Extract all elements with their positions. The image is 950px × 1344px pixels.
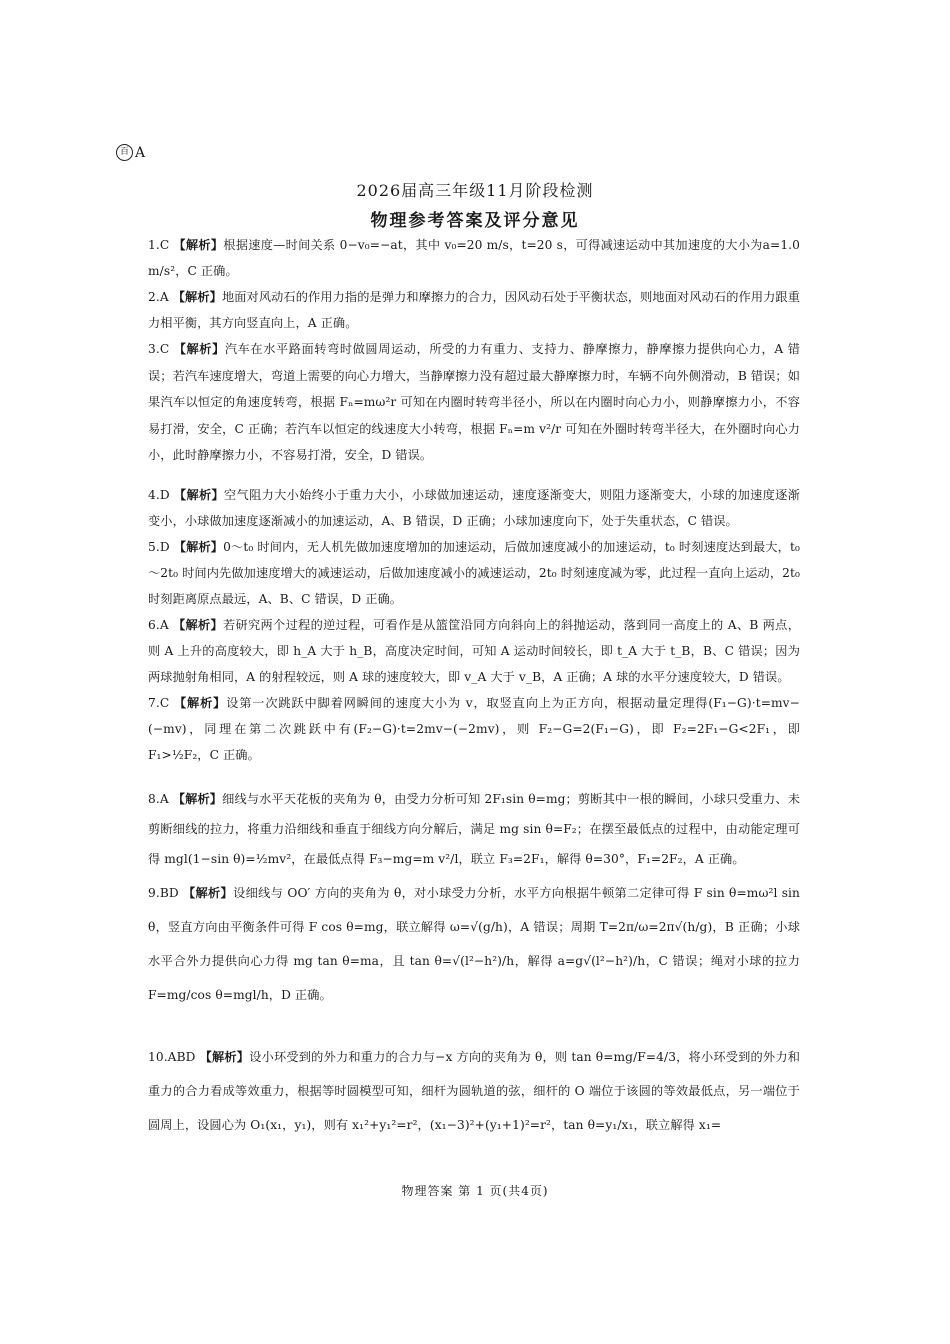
analysis-tag: 【解析】 [173,238,224,252]
answer-number: 3.C [148,342,170,356]
analysis-tag: 【解析】 [172,792,223,806]
exam-stamp [116,144,145,161]
answer-item [148,534,800,612]
answer-item [148,232,800,284]
answer-text: 设细线与 OO′ 方向的夹角为 θ，对小球受力分析，水平方向根据牛顿第二定律可得 F sin θ=mω²l sin θ，竖直方向由平衡条件可得 F cos θ=mg，联立解得 ω=√(g/h)，A 错误；周期 T=2π/ω=2π√(h/g)，B 正确；小球水平合外力提供向心力得 mg tan θ=ma，且 tan θ=√(l²−h²)/h，解得 a=g√(l²−h²)/h，C 错误；绳对小球的拉力 F=mg/cos θ=mgl/h，D 正确。 [148,886,800,1002]
answer-text: 细线与水平天花板的夹角为 θ，由受力分析可知 2F₁sin θ=mg；剪断其中一根的瞬间，小球只受重力、未剪断细线的拉力，将重力沿细线和垂直于细线方向分解后，满足 mg sin θ=F₂；在摆至最低点的过程中，由动能定理可得 mgl(1−sin θ)=½mv²，在最低点得 F₃−mg=m v²/l，联立 F₃=2F₁，解得 θ=30°，F₁=2F₂，A 正确。 [148,792,800,866]
answer-number: 5.D [148,540,170,554]
answer-number: 6.A [148,618,169,632]
answer-number: 8.A [148,792,169,806]
answer-number: 4.D [148,488,170,502]
analysis-tag: 【解析】 [172,290,222,304]
answer-item [148,876,800,1012]
analysis-tag: 【解析】 [172,618,223,632]
answer-item [148,336,800,469]
answer-number: 2.A [148,290,169,304]
analysis-tag: 【解析】 [173,540,224,554]
answer-number: 7.C [148,696,170,710]
answer-item [148,1040,800,1142]
analysis-tag: 【解析】 [173,488,225,502]
answer-item [148,284,800,336]
analysis-tag: 【解析】 [199,1050,250,1064]
answer-text: 设第一次跳跃中脚着网瞬间的速度大小为 v，取竖直向上为正方向，根据动量定理得(F₁−G)·t=mv−(−mv)，同理在第二次跳跃中有(F₂−G)·t=2mv−(−2mv)，则 F₂−G=2(F₁−G)，即 F₂=2F₁−G<2F₁，即 F₁>½F₂，C 正确。 [148,696,800,762]
answer-text: 根据速度—时间关系 0−v₀=−at，其中 v₀=20 m/s，t=20 s，可得减速运动中其加速度的大小为a=1.0 m/s²，C 正确。 [148,238,801,278]
analysis-tag: 【解析】 [174,696,227,710]
answer-item [148,784,800,874]
analysis-tag: 【解析】 [182,886,234,900]
exam-subtitle: 物理参考答案及评分意见 [370,211,580,231]
answer-item [148,482,800,534]
page-footer: 物理答案 第 1 页(共4页) [401,1184,549,1198]
answer-number: 10.ABD [148,1050,196,1064]
answer-text: 地面对风动石的作用力指的是弹力和摩擦力的合力，因风动石处于平衡状态，则地面对风动石的作用力跟重力相平衡，其方向竖直向上，A 正确。 [148,290,800,330]
answer-text: 空气阻力大小始终小于重力大小，小球做加速运动，速度逐渐变大，则阻力逐渐变大，小球的加速度逐渐变小，小球做加速度逐渐减小的加速运动，A、B 错误，D 正确；小球加速度向下，处于失重状态，C 错误。 [148,488,800,528]
answer-number: 9.BD [148,886,179,900]
answer-item [148,612,800,690]
answer-text: 若研究两个过程的逆过程，可看作是从篮筐沿同方向斜向上的斜抛运动，落到同一高度上的 A、B 两点，则 A 上升的高度较大，即 h_A 大于 h_B，高度决定时间，可知 A 运动时间较长，即 t_A 大于 t_B，B、C 错误；因为两球抛射角相同，A 的射程较远，则 A 球的速度较大，即 v_A 大于 v_B，A 正确；A 球的水平分速度较大，D 错误。 [148,618,800,684]
exam-title: 2026届高三年级11月阶段检测 [356,181,594,200]
answer-item [148,690,800,768]
answer-text: 汽车在水平路面转弯时做圆周运动，所受的力有重力、支持力、静摩擦力，静摩擦力提供向心力，A 错误；若汽车速度增大，弯道上需要的向心力增大，当静摩擦力没有超过最大静摩擦力时，车辆不向外侧滑动，B 错误；如果汽车以恒定的角速度转弯，根据 Fₙ=mω²r 可知在内圈时转弯半径小，所以在内圈时向心力小，则静摩擦力小，不容易打滑，安全，C 正确；若汽车以恒定的线速度大小转弯，根据 Fₙ=m v²/r 可知在外圈时转弯半径大，在外圈时向心力小，此时静摩擦力小，不容易打滑，安全，D 错误。 [148,342,800,462]
stamp-circle-icon: 百 [116,144,133,161]
answer-text: 0～t₀ 时间内，无人机先做加速度增加的加速运动，后做加速度减小的加速运动，t₀ 时刻速度达到最大，t₀～2t₀ 时间内先做加速度增大的减速运动，后做加速度减小的减速运动，2t₀ 时刻速度减为零，此过程一直向上运动，2t₀ 时刻距离原点最远，A、B、C 错误，D 正确。 [148,540,800,606]
analysis-tag: 【解析】 [173,342,225,356]
stamp-letter: A [135,144,146,161]
answer-number: 1.C [148,238,170,252]
answer-text: 设小环受到的外力和重力的合力与−x 方向的夹角为 θ，则 tan θ=mg/F=4/3，将小环受到的外力和重力的合力看成等效重力，根据等时圆模型可知，细杆为圆轨道的弦，细杆的 O 端位于该圆的等效最低点，另一端位于圆周上，设圆心为 O₁(x₁，y₁)，则有 x₁²+y₁²=r²，(x₁−3)²+(y₁+1)²=r²，tan θ=y₁/x₁，联立解得 x₁= [148,1050,801,1132]
